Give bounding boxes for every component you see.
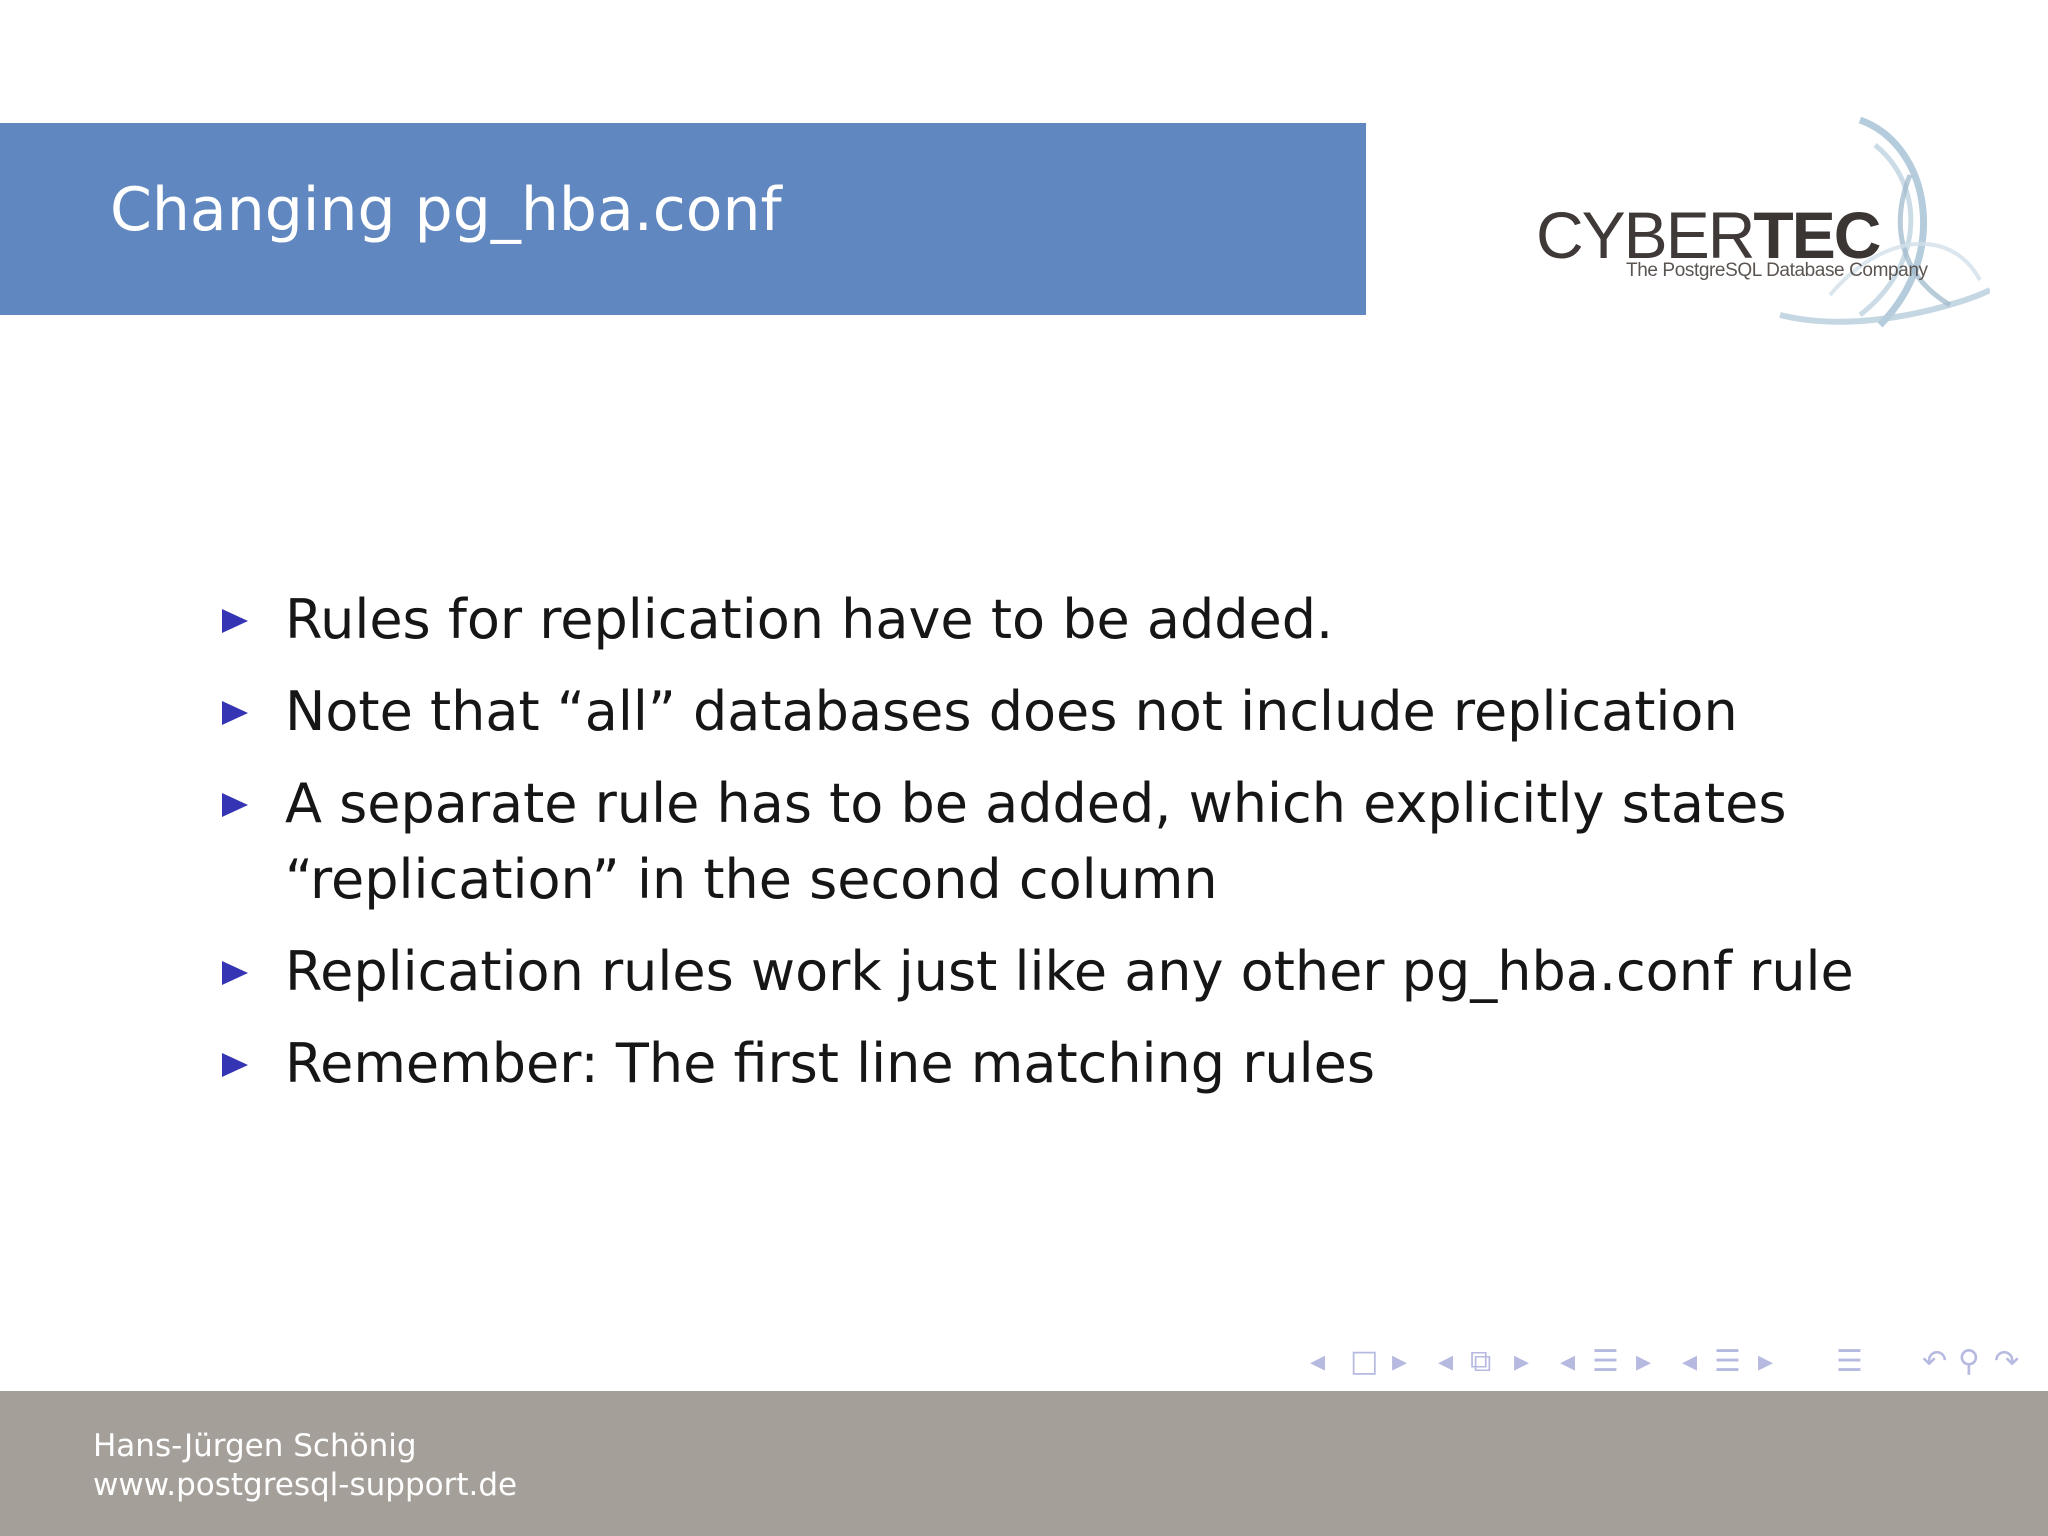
bullet-text: Replication rules work just like any other pg_hba.conf rule [285, 940, 1854, 1003]
beamer-navigation-bar [1310, 1342, 2040, 1382]
frame-icon[interactable]: □ [1350, 1344, 1379, 1379]
nav-next-icon[interactable]: ▸ [1514, 1344, 1530, 1379]
nav-prev-icon[interactable]: ◂ [1438, 1344, 1454, 1379]
logo-tagline: The PostgreSQL Database Company [1626, 260, 1928, 281]
outline-icon[interactable]: ☰ [1836, 1344, 1863, 1379]
bullet-arrow-icon [222, 793, 248, 817]
nav-next-icon[interactable]: ▸ [1758, 1344, 1774, 1379]
bullet-item [220, 934, 1870, 1010]
bullet-item [220, 766, 1870, 918]
slide-title: Changing pg_hba.conf [110, 175, 782, 245]
bullet-arrow-icon [222, 701, 248, 725]
footer-bar [0, 1391, 2048, 1536]
undo-icon[interactable]: ↶ [1922, 1344, 1948, 1379]
bullet-text: Remember: The first line matching rules [285, 1032, 1375, 1095]
bullet-arrow-icon [222, 961, 248, 985]
logo-word-bold: TEC [1753, 198, 1880, 272]
bullet-text: A separate rule has to be added, which explicitly states “replication” in the second column [285, 772, 1787, 911]
bullet-arrow-icon [222, 609, 248, 633]
footer-author: Hans-Jürgen Schönig [93, 1428, 417, 1464]
section-icon[interactable]: ☰ [1714, 1344, 1741, 1379]
nav-prev-icon[interactable]: ◂ [1310, 1344, 1326, 1379]
bullet-text: Note that “all” databases does not include replication [285, 680, 1738, 743]
nav-next-icon[interactable]: ▸ [1392, 1344, 1408, 1379]
cybertec-logo [1530, 115, 1990, 335]
search-icon[interactable]: ⚲ [1958, 1344, 1980, 1379]
bullet-item [220, 582, 1870, 658]
redo-icon[interactable]: ↷ [1994, 1344, 2020, 1379]
nav-prev-icon[interactable]: ◂ [1560, 1344, 1576, 1379]
bullet-list [220, 582, 1870, 1118]
bullet-arrow-icon [222, 1053, 248, 1077]
bullet-text: Rules for replication have to be added. [285, 588, 1334, 651]
section-icon[interactable]: ☰ [1592, 1344, 1619, 1379]
nav-prev-icon[interactable]: ◂ [1682, 1344, 1698, 1379]
bullet-item [220, 1026, 1870, 1102]
logo-word-light: CYBER [1536, 198, 1754, 272]
nav-next-icon[interactable]: ▸ [1636, 1344, 1652, 1379]
subsection-icon[interactable]: ⧉ [1470, 1344, 1492, 1379]
bullet-item [220, 674, 1870, 750]
footer-website: www.postgresql-support.de [93, 1467, 518, 1503]
